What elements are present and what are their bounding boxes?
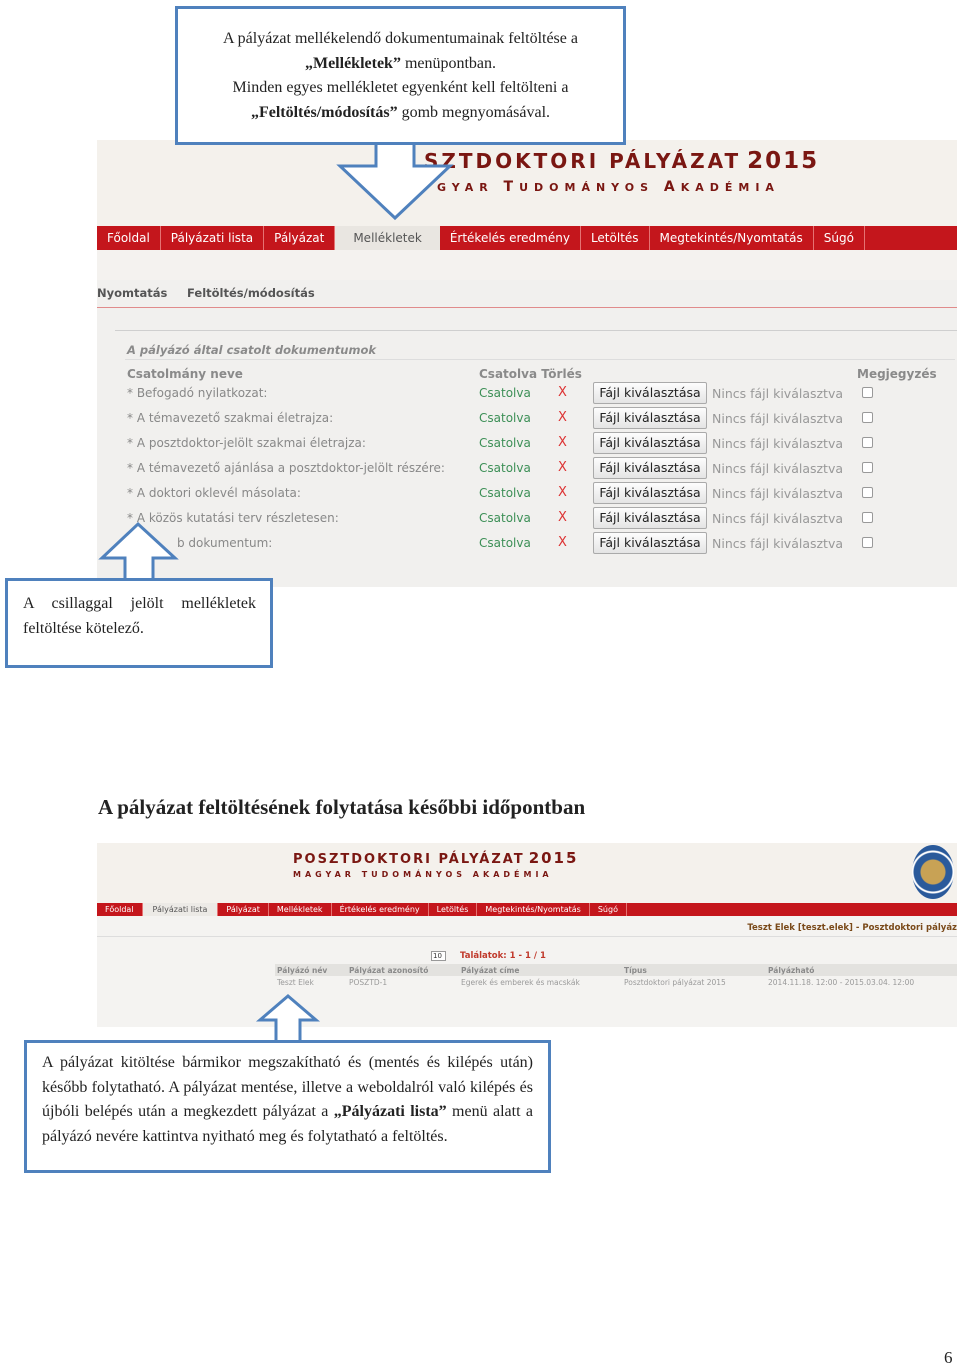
no-file-text: Nincs fájl kiválasztva <box>712 436 844 451</box>
choose-file-button[interactable]: Fájl kiválasztása <box>593 457 707 479</box>
panel-divider <box>125 359 955 360</box>
callout-mandatory-attachments: A csillaggal jelölt mellékletek feltöltése kötelező. <box>5 578 273 668</box>
application-type: Posztdoktori pályázat 2015 <box>624 978 726 987</box>
site-banner <box>97 140 957 226</box>
print-link[interactable]: Nyomtatás <box>97 286 168 300</box>
callout-bold: „Pályázati lista” <box>333 1103 447 1121</box>
attachment-name: b dokumentum: <box>177 536 273 550</box>
nav-spacer <box>97 250 957 280</box>
nav-item-download[interactable]: Letöltés <box>429 903 478 916</box>
delete-icon[interactable]: X <box>558 410 567 425</box>
choose-file-button[interactable]: Fájl kiválasztása <box>593 532 707 554</box>
site-title: POSZTDOKTORI PÁLYÁZAT 2015 <box>293 849 579 867</box>
upload-modify-link[interactable]: Feltöltés/módosítás <box>187 286 315 300</box>
nav-item-evaluation[interactable]: Értékelés eredmény <box>440 226 581 250</box>
note-checkbox[interactable] <box>862 487 873 498</box>
choose-file-button[interactable]: Fájl kiválasztása <box>593 382 707 404</box>
attachments-panel <box>115 330 957 580</box>
application-list-screenshot <box>97 843 957 1027</box>
note-checkbox[interactable] <box>862 437 873 448</box>
panel-title: A pályázó által csatolt dokumentumok <box>127 343 377 357</box>
nav-item-home[interactable]: Főoldal <box>97 226 161 250</box>
attachment-row <box>115 431 957 456</box>
site-subtitle: MAGYAR TUDOMÁNYOS AKADÉMIA <box>293 870 553 879</box>
nav-item-view-print[interactable]: Megtekintés/Nyomtatás <box>650 226 814 250</box>
attachment-row <box>115 506 957 531</box>
page-number: 6 <box>944 1348 953 1366</box>
header-attachment-name: Csatolmány neve <box>127 367 243 381</box>
delete-icon[interactable]: X <box>558 485 567 500</box>
results-count: Találatok: 1 - 1 / 1 <box>460 951 546 961</box>
attachment-row <box>115 456 957 481</box>
academy-seal-icon <box>912 845 954 899</box>
attachment-row <box>115 481 957 506</box>
callout-bold: „Mellékletek” <box>304 54 401 72</box>
note-checkbox[interactable] <box>862 387 873 398</box>
no-file-text: Nincs fájl kiválasztva <box>712 461 844 476</box>
application-period: 2014.11.18. 12:00 - 2015.03.04. 12:00 <box>768 978 915 987</box>
attachment-row <box>115 531 957 556</box>
nav-item-application-list[interactable]: Pályázati lista <box>161 226 264 250</box>
col-application-title[interactable]: Pályázat címe <box>461 966 520 975</box>
attachment-name: * A doktori oklevél másolata: <box>127 486 301 500</box>
nav-item-attachments[interactable]: Mellékletek <box>335 226 440 250</box>
note-checkbox[interactable] <box>862 512 873 523</box>
delete-icon[interactable]: X <box>558 535 567 550</box>
attached-status: Csatolva <box>479 386 531 400</box>
attached-status: Csatolva <box>479 511 531 525</box>
callout-attachments-upload <box>175 6 626 145</box>
attachment-name: * Befogadó nyilatkozat: <box>127 386 268 400</box>
callout-line: Minden egyes mellékletet egyenként kell feltölteni a <box>232 79 569 96</box>
no-file-text: Nincs fájl kiválasztva <box>712 511 844 526</box>
note-checkbox[interactable] <box>862 537 873 548</box>
site-title: SZTDOKTORI PÁLYÁZAT 2015 <box>424 148 820 174</box>
delete-icon[interactable]: X <box>558 435 567 450</box>
divider <box>97 936 957 937</box>
header-attached-delete: Csatolva Törlés <box>479 367 582 381</box>
nav-item-attachments[interactable]: Mellékletek <box>269 903 332 916</box>
no-file-text: Nincs fájl kiválasztva <box>712 536 844 551</box>
note-checkbox[interactable] <box>862 462 873 473</box>
attachment-row <box>115 406 957 431</box>
attachment-row <box>115 381 957 406</box>
col-application-id[interactable]: Pályázat azonosító <box>349 966 429 975</box>
nav-item-evaluation[interactable]: Értékelés eredmény <box>332 903 429 916</box>
attachment-name: * A posztdoktor-jelölt szakmai életrajza: <box>127 436 366 450</box>
section-heading: A pályázat feltöltésének folytatása későbbi időpontban <box>98 795 586 819</box>
callout-text: A pályázat kitöltése bármikor megszakítható és (mentés és kilépés után) később folytatható. A pályázat mentése, illetve a weboldalról való kilépés és újbóli belépés után a megkezdett pályázat a <box>42 1054 533 1121</box>
application-title: Egerek és emberek és macskák <box>461 978 580 987</box>
choose-file-button[interactable]: Fájl kiválasztása <box>593 507 707 529</box>
nav-item-view-print[interactable]: Megtekintés/Nyomtatás <box>477 903 589 916</box>
callout-line: „Feltöltés/módosítás” gomb megnyomásával. <box>250 103 551 121</box>
nav-item-application[interactable]: Pályázat <box>218 903 268 916</box>
attachment-name: * A témavezető ajánlása a posztdoktor-jelölt részére: <box>127 461 445 475</box>
callout-line: A pályázat mellékelendő dokumentumainak feltöltése a <box>223 30 578 47</box>
choose-file-button[interactable]: Fájl kiválasztása <box>593 407 707 429</box>
main-nav <box>97 903 957 916</box>
down-arrow-icon <box>340 140 460 222</box>
attachment-name: * A témavezető szakmai életrajza: <box>127 411 334 425</box>
no-file-text: Nincs fájl kiválasztva <box>712 411 844 426</box>
header-note: Megjegyzés <box>857 367 937 381</box>
no-file-text: Nincs fájl kiválasztva <box>712 386 844 401</box>
site-subtitle: GYAR TUDOMÁNYOS AKADÉMIA <box>437 179 780 195</box>
attached-status: Csatolva <box>479 436 531 450</box>
per-page-select[interactable]: 10 <box>431 951 446 961</box>
delete-icon[interactable]: X <box>558 510 567 525</box>
delete-icon[interactable]: X <box>558 385 567 400</box>
col-applicant-name[interactable]: Pályázó név <box>277 966 328 975</box>
choose-file-button[interactable]: Fájl kiválasztása <box>593 432 707 454</box>
callout-bold: „Feltöltés/módosítás” <box>250 103 398 121</box>
nav-item-application-list[interactable]: Pályázati lista <box>143 903 219 916</box>
delete-icon[interactable]: X <box>558 460 567 475</box>
up-arrow-icon <box>100 522 180 582</box>
user-info: Teszt Elek [teszt.elek] - Posztdoktori pályáz <box>747 923 957 933</box>
up-arrow-icon <box>258 994 320 1044</box>
nav-item-download[interactable]: Letöltés <box>581 226 650 250</box>
choose-file-button[interactable]: Fájl kiválasztása <box>593 482 707 504</box>
main-nav <box>97 226 957 250</box>
col-type[interactable]: Típus <box>624 966 647 975</box>
site-banner <box>97 843 957 903</box>
nav-item-help[interactable]: Súgó <box>814 226 865 250</box>
note-checkbox[interactable] <box>862 412 873 423</box>
no-file-text: Nincs fájl kiválasztva <box>712 486 844 501</box>
col-available[interactable]: Pályázható <box>768 966 815 975</box>
attachments-screenshot <box>97 140 957 587</box>
applicant-name-link[interactable]: Teszt Elek <box>277 978 314 987</box>
attached-status: Csatolva <box>479 411 531 425</box>
callout-line: „Mellékletek” menüpontban. <box>304 54 497 72</box>
attached-status: Csatolva <box>479 486 531 500</box>
attachment-name: * A közös kutatási terv részletesen: <box>127 511 339 525</box>
nav-item-home[interactable]: Főoldal <box>97 903 143 916</box>
callout-resume-later <box>24 1040 551 1173</box>
nav-item-application[interactable]: Pályázat <box>264 226 335 250</box>
application-id: POSZTD-1 <box>349 978 388 987</box>
attached-status: Csatolva <box>479 461 531 475</box>
callout-text: menü alatt a pályázó nevére kattintva nyitható meg és folytatható a feltöltés. <box>42 1103 533 1145</box>
nav-item-help[interactable]: Súgó <box>590 903 627 916</box>
attachments-toolbar <box>97 280 957 308</box>
attached-status: Csatolva <box>479 536 531 550</box>
